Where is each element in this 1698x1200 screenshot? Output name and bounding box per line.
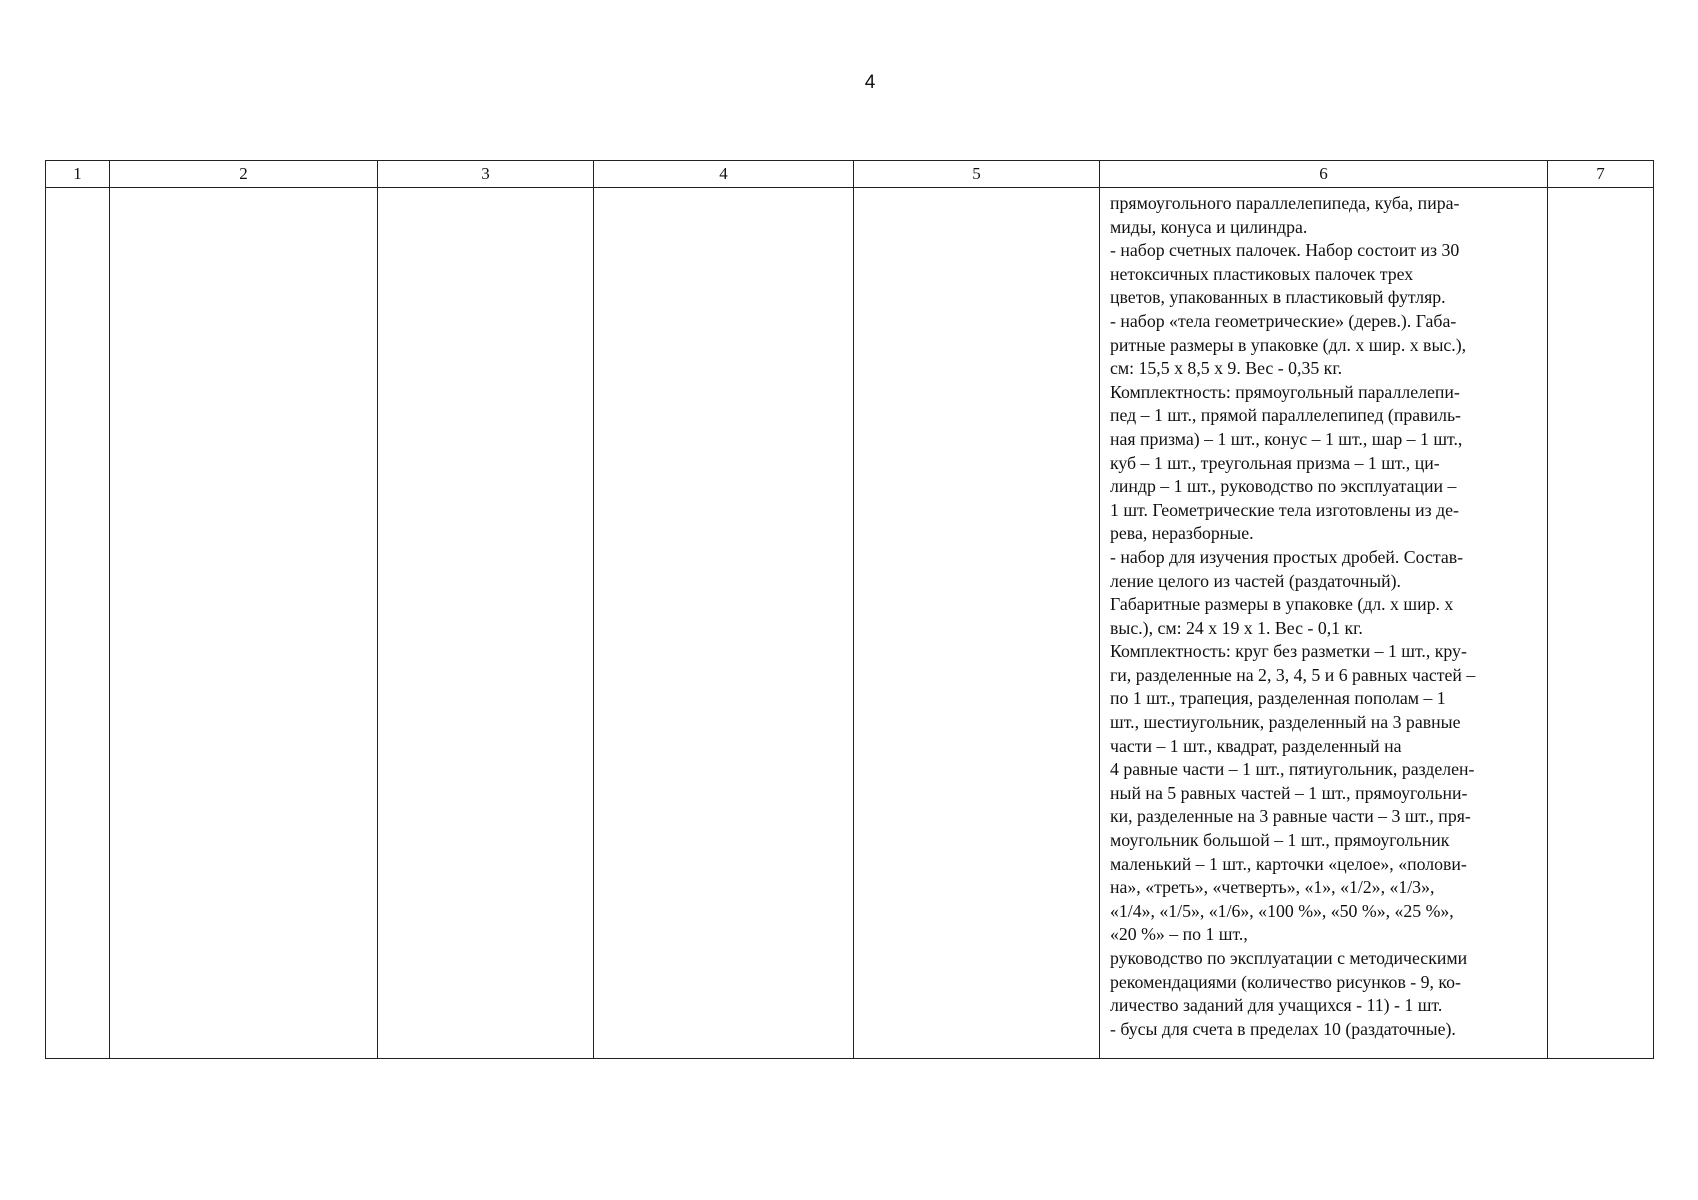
cell-col-6-description [1100, 188, 1548, 1059]
description-line: на», «треть», «четверть», «1», «1/2», «1/3», [1110, 877, 1435, 898]
description-line: шт., шестиугольник, разделенный на 3 равные [1110, 712, 1461, 733]
description-line: - бусы для счета в пределах 10 (раздаточные). [1110, 1018, 1456, 1039]
description-line: личество заданий для учащихся - 11) - 1 шт. [1110, 995, 1443, 1016]
description-line: ги, разделенные на 2, 3, 4, 5 и 6 равных частей – [1110, 664, 1476, 685]
description-line: - набор счетных палочек. Набор состоит из 30 [1110, 240, 1460, 261]
column-header-4: 4 [594, 161, 854, 188]
table-header-row [46, 161, 1654, 188]
description-line: - набор «тела геометрические» (дерев.). Габа- [1110, 310, 1457, 331]
description-line: ление целого из частей (раздаточный). [1110, 570, 1401, 591]
description-line: пед – 1 шт., прямой параллелепипед (правиль- [1110, 405, 1461, 426]
description-line: рекомендациями (количество рисунков - 9, ко- [1110, 971, 1461, 992]
description-line: «20 %» – по 1 шт., [1110, 924, 1248, 945]
description-line: части – 1 шт., квадрат, разделенный на [1110, 735, 1402, 756]
table-row [46, 188, 1654, 1059]
description-line: Комплектность: круг без разметки – 1 шт., кру- [1110, 641, 1467, 662]
cell-col-7 [1548, 188, 1654, 1059]
description-line: Габаритные размеры в упаковке (дл. х шир. х [1110, 594, 1454, 615]
column-header-3: 3 [378, 161, 594, 188]
document-table [45, 160, 1654, 1059]
description-line: 4 равные части – 1 шт., пятиугольник, разделен- [1110, 759, 1475, 780]
description-line: моугольник большой – 1 шт., прямоугольник [1110, 830, 1450, 851]
description-line: ная призма) – 1 шт., конус – 1 шт., шар – 1 шт., [1110, 428, 1463, 449]
column-header-7: 7 [1548, 161, 1654, 188]
description-line: - набор для изучения простых дробей. Состав- [1110, 546, 1464, 567]
description-line: см: 15,5 х 8,5 х 9. Вес - 0,35 кг. [1110, 358, 1343, 379]
description-line: 1 шт. Геометрические тела изготовлены из де- [1110, 499, 1459, 520]
column-header-2: 2 [110, 161, 378, 188]
description-line: «1/4», «1/5», «1/6», «100 %», «50 %», «25 %», [1110, 900, 1454, 921]
description-line: ный на 5 равных частей – 1 шт., прямоугольни- [1110, 782, 1468, 803]
cell-col-3 [378, 188, 594, 1059]
description-line: руководство по эксплуатации с методическими [1110, 948, 1468, 968]
cell-col-4 [594, 188, 854, 1059]
description-line: по 1 шт., трапеция, разделенная пополам – 1 [1110, 688, 1446, 709]
column-header-6: 6 [1100, 161, 1548, 188]
page-number: 4 [864, 72, 876, 93]
description-text [1100, 188, 1547, 1041]
description-line: куб – 1 шт., треугольная призма – 1 шт., ци- [1110, 452, 1440, 473]
description-line: рева, неразборные. [1110, 523, 1254, 544]
description-line: цветов, упакованных в пластиковый футляр. [1110, 287, 1446, 308]
column-header-5: 5 [854, 161, 1100, 188]
cell-col-1 [46, 188, 110, 1059]
description-line: линдр – 1 шт., руководство по эксплуатации – [1110, 476, 1457, 497]
description-line: выс.), см: 24 х 19 х 1. Вес - 0,1 кг. [1110, 617, 1363, 638]
description-line: ритные размеры в упаковке (дл. х шир. х выс.), [1110, 334, 1467, 355]
column-header-1: 1 [46, 161, 110, 188]
description-line: нетоксичных пластиковых палочек трех [1110, 263, 1414, 284]
description-line: прямоугольного параллелепипеда, куба, пира- [1110, 193, 1460, 213]
description-line: ки, разделенные на 3 равные части – 3 шт., пря- [1110, 806, 1471, 827]
description-line: маленький – 1 шт., карточки «целое», «полови- [1110, 853, 1467, 874]
description-line: миды, конуса и цилиндра. [1110, 216, 1308, 237]
cell-col-5 [854, 188, 1100, 1059]
description-line: Комплектность: прямоугольный параллелепи- [1110, 381, 1460, 402]
cell-col-2 [110, 188, 378, 1059]
